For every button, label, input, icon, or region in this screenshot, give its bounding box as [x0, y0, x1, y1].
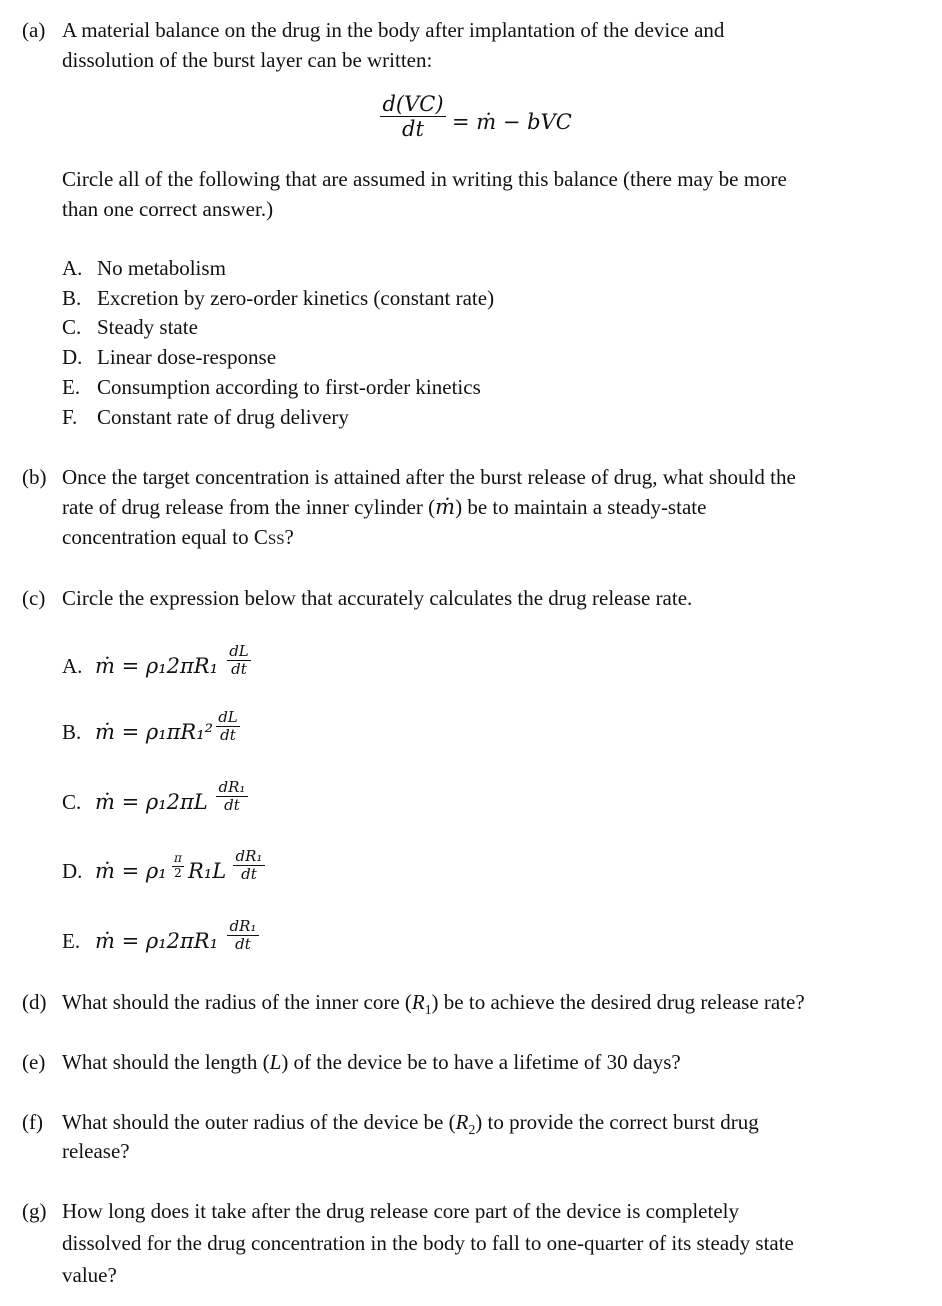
part-g-line2: dissolved for the drug concentration in the body to fall to one-quarter of its steady state — [62, 1231, 794, 1255]
part-d-label: (d) — [22, 990, 47, 1014]
expr-d-lhs-1: ṁ = ρ₁ — [95, 859, 167, 883]
part-a-circle-line2: than one correct answer.) — [62, 197, 274, 221]
part-b-line1: Once the target concentration is attained after the burst release of drug, what should the — [62, 465, 796, 489]
expr-e-den: dt — [235, 935, 251, 954]
option-b-letter: B. — [62, 286, 82, 310]
part-b-line2: rate of drug release from the inner cylinder (ṁ) be to maintain a steady-state — [62, 495, 707, 519]
expr-e-lhs: ṁ = ρ₁2πR₁ — [95, 929, 219, 953]
eq-rhs: = ṁ − bVC — [452, 110, 572, 134]
part-b-label: (b) — [22, 465, 47, 489]
expr-c-den: dt — [224, 796, 240, 815]
option-c-letter: C. — [62, 315, 82, 339]
eq-numerator: d(VC) — [382, 92, 444, 116]
expr-d-lhs-2: R₁L — [188, 859, 227, 883]
expr-b-lhs: ṁ = ρ₁πR₁² — [95, 720, 214, 744]
part-a-label: (a) — [22, 18, 46, 42]
part-f-label: (f) — [22, 1110, 43, 1134]
expr-b-den: dt — [220, 726, 236, 745]
part-e-text: What should the length (L) of the device be to have a lifetime of 30 days? — [62, 1050, 681, 1074]
option-a-text: No metabolism — [97, 256, 226, 280]
expr-d-den: dt — [241, 865, 257, 884]
part-g-line3: value? — [62, 1263, 117, 1287]
eq-denominator: dt — [402, 117, 424, 142]
option-a-letter: A. — [62, 256, 83, 280]
expr-a-num: dL — [229, 642, 249, 660]
expr-d-pi-num: π — [174, 851, 182, 865]
expr-d-letter: D. — [62, 859, 83, 883]
part-d-text: What should the radius of the inner core $(R_1)$ be to achieve the desired drug release rate? — [62, 990, 805, 1018]
part-g-line1: How long does it take after the drug release core part of the device is completely — [62, 1199, 739, 1223]
expr-c-letter: C. — [62, 790, 82, 814]
expr-c-num: dR₁ — [218, 778, 246, 796]
expr-c-lhs: ṁ = ρ₁2πL — [95, 790, 208, 814]
expr-b-letter: B. — [62, 720, 82, 744]
option-f-text: Constant rate of drug delivery — [97, 405, 349, 429]
expr-a-letter: A. — [62, 654, 83, 678]
expr-a-den: dt — [231, 660, 247, 679]
option-d-letter: D. — [62, 345, 83, 369]
part-a-line2: dissolution of the burst layer can be written: — [62, 48, 433, 72]
part-c-text: Circle the expression below that accurately calculates the drug release rate. — [62, 586, 693, 610]
part-f-line2: release? — [62, 1139, 130, 1163]
part-f-line1: What should the outer radius of the device be $(R_2)$ to provide the correct burst drug — [62, 1110, 759, 1138]
part-e-label: (e) — [22, 1050, 46, 1074]
option-b-text: Excretion by zero-order kinetics (constant rate) — [97, 286, 495, 310]
option-e-text: Consumption according to first-order kinetics — [97, 375, 481, 399]
option-d-text: Linear dose-response — [97, 345, 277, 369]
expr-b-num: dL — [218, 708, 238, 726]
expr-a-lhs: ṁ = ρ₁2πR₁ — [95, 654, 219, 678]
part-a-circle-line1: Circle all of the following that are assumed in writing this balance (there may be more — [62, 167, 787, 191]
part-g-label: (g) — [22, 1199, 47, 1223]
part-b-line3: concentration equal to CSS? — [62, 525, 294, 549]
option-c-text: Steady state — [97, 315, 198, 339]
expr-e-letter: E. — [62, 929, 81, 953]
option-e-letter: E. — [62, 375, 81, 399]
expr-e-num: dR₁ — [229, 917, 257, 935]
part-a-line1: A material balance on the drug in the body after implantation of the device and — [62, 18, 725, 42]
part-c-label: (c) — [22, 586, 46, 610]
option-f-letter: F. — [62, 405, 78, 429]
expr-d-pi-den: 2 — [174, 865, 182, 880]
expr-d-num: dR₁ — [235, 847, 263, 865]
